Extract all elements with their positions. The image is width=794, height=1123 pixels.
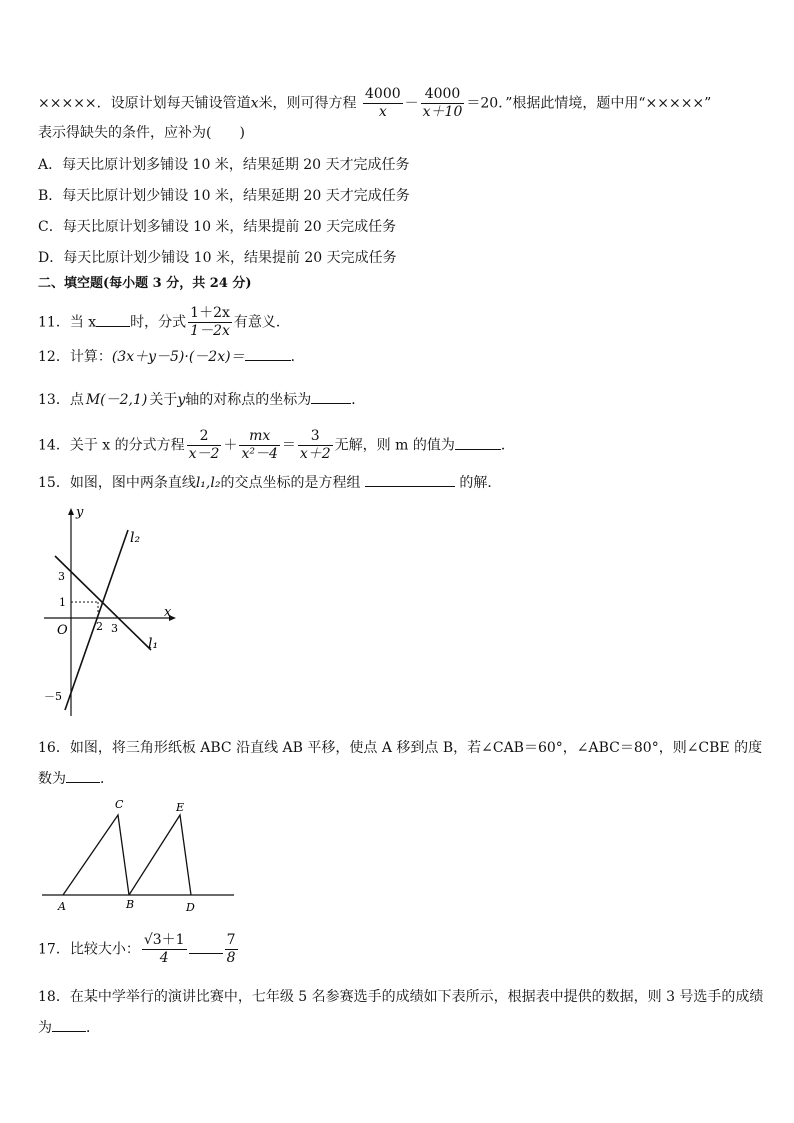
q15-lines: l₁,l₂ [195,475,221,491]
q17-prefix: 17．比较大小： [38,941,140,958]
fig16-label-d: D [186,901,195,914]
q15-suffix: 的解． [459,475,502,491]
q10-equation-rhs: ＝20．”根据此情境，题中用“×××××” [466,95,712,112]
q11-fraction: $\frac{1+2x}{1-2x}$ [190,305,230,339]
q11-blank[interactable] [96,312,130,327]
q17-fraction-1: $\frac{√3+1}{4}$ [143,932,185,966]
q16-blank[interactable] [66,768,100,783]
graph-tick-y1: 1 [59,596,66,609]
q13-axis: y [177,392,186,408]
q13-point: M(－2,1) [85,392,148,408]
q13-rest: 轴的对称点的坐标为 [185,392,312,408]
q13-blank[interactable] [311,389,351,404]
q18-line2 [38,1017,100,1038]
q15-prefix: 15．如图，图中两条直线 [38,475,196,491]
q12-expression: (3x＋y－5)·(－2x)＝ [111,349,245,365]
q10-option-d: D．每天比原计划少铺设 10 米，结果提前 20 天完成任务 [38,250,397,266]
q18-line1: 18．在某中学举行的演讲比赛中，七年级 5 名参赛选手的成绩如下表所示，根据表中提供的数据，则 3 号选手的成绩 [38,989,764,1005]
q15 [38,472,501,493]
fig16-label-c: C [115,798,124,811]
q16-figure [38,794,238,918]
fig16-triangle-abc [63,815,129,895]
q14: 14．关于 x 的分式方程 $\frac{2}{x-2}$ ＋ $\frac{mx}{\text{x²－4}}$ ＝ $\frac{3}{x+2}$ 无解，则 m 的值为 ． [38,428,515,462]
q16-line2 [38,768,114,789]
graph-l2-label: l₂ [130,530,141,546]
q17-fraction-2: $\frac{7}{8}$ [226,932,236,966]
q17 [38,932,240,967]
q14-blank[interactable] [455,435,501,450]
graph-tick-x3: 3 [111,622,118,635]
graph-origin: O [57,623,68,638]
fig16-triangle-bed [129,815,191,895]
q14-rest: 无解，则 m 的值为 [334,437,455,454]
q18-prefix: 为 [38,1020,52,1036]
q10-option-c: C．每天比原计划多铺设 10 米，结果提前 20 天完成任务 [38,219,397,235]
graph-tick-y3: 3 [58,570,65,583]
graph-y-label: y [76,505,84,520]
q10-fraction-1: $\frac{4000}{x}$ [365,86,401,120]
q14-fraction-2: $\frac{mx}{\text{x²－4}}$ [241,428,278,462]
fig16-label-a: A [58,900,66,913]
fig16-label-b: B [126,898,135,911]
fig16-label-e: E [176,801,185,814]
q12-prefix: 12．计算： [38,349,112,365]
graph-l1-label: l₁ [148,636,159,652]
q18-blank[interactable] [52,1017,86,1032]
q12-suffix: ． [290,349,305,365]
q10-text-b: 米，则可得方程 [258,95,357,112]
q12-blank[interactable] [245,346,291,361]
graph-tick-yneg5: －5 [44,690,62,703]
q18-suffix: ． [86,1020,100,1036]
q15-blank[interactable] [365,472,455,487]
q13-suffix: ． [351,392,366,408]
q12 [38,346,305,367]
q17-blank[interactable] [189,939,223,954]
q10-line2: 表示得缺失的条件，应补为( ) [38,125,245,141]
q10-option-b: B．每天比原计划少铺设 10 米，结果延期 20 天才完成任务 [38,188,410,204]
q16-line1: 16．如图，将三角形纸板 ABC 沿直线 AB 平移，使点 A 移到点 B，若∠CAB＝60°，∠ABC＝80°，则∠CBE 的度 [38,740,763,756]
q13-prefix: 13．点 [38,392,84,408]
q16-prefix: 数为 [38,771,66,787]
q10-line1: ×××××．设原计划每天铺设管道x米，则可得方程 $\frac{4000}{x}$ － $\frac{4000}{x+10}$ ＝20．”根据此情境，题中用“×××××” [38,86,712,120]
graph-x-label: x [164,605,172,620]
q15-graph [38,502,188,722]
q10-fraction-2: $\frac{4000}{x+10}$ [422,86,463,120]
q13 [38,389,365,410]
section-2-title: 二、填空题(每小题 3 分，共 24 分) [38,276,252,291]
q14-fraction-1: $\frac{2}{x-2}$ [188,428,220,462]
q15-rest: 的交点坐标的是方程组 [220,475,361,491]
q11-mid: 时，分式 [130,314,187,331]
q11-prefix: 11．当 x [38,314,97,331]
q14-prefix: 14．关于 x 的分式方程 [38,437,185,454]
q11 [38,305,290,340]
q16-suffix: ． [100,771,114,787]
q14-fraction-3: $\frac{3}{x+2}$ [299,428,331,462]
graph-y-arrow [68,508,74,515]
q10-text-a: ×××××．设原计划每天铺设管道 [38,95,251,112]
q14-suffix: ． [500,437,515,454]
q10-var: x [250,95,259,112]
q10-option-a: A．每天比原计划多铺设 10 米，结果延期 20 天才完成任务 [38,157,410,173]
graph-tick-x2: 2 [96,620,103,633]
q13-mid: 关于 [149,392,178,408]
q11-suffix: 有意义． [233,314,290,331]
